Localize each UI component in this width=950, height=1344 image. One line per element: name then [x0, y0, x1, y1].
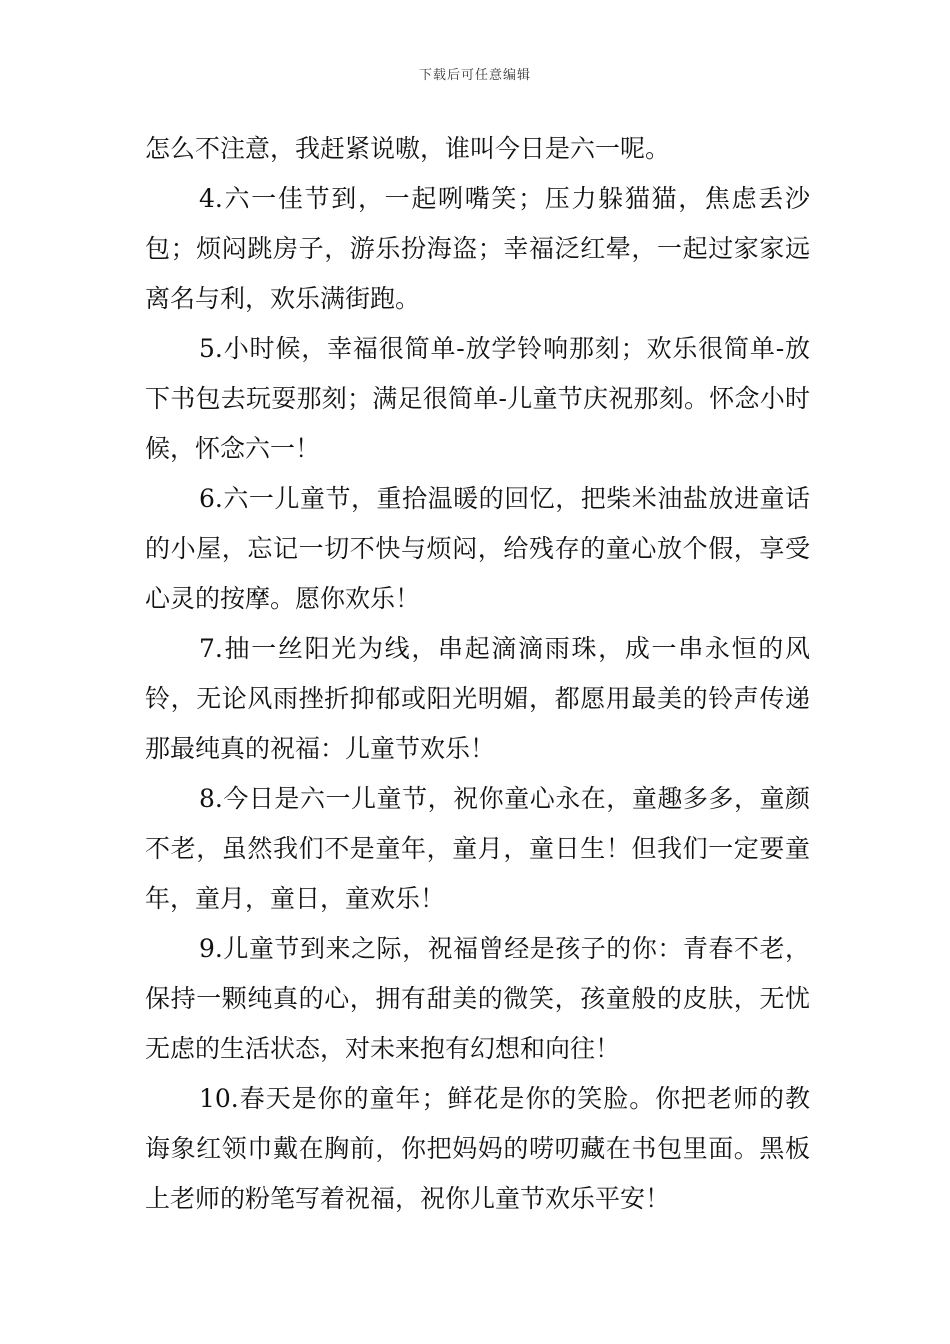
paragraph-item-7: 7.抽一丝阳光为线，串起滴滴雨珠，成一串永恒的风铃，无论风雨挫折抑郁或阳光明媚，都愿用最美的铃声传递那最纯真的祝福：儿童节欢乐！: [145, 634, 810, 763]
paragraph-item-6: 6.六一儿童节，重拾温暖的回忆，把柴米油盐放进童话的小屋，忘记一切不快与烦闷，给残存的童心放个假，享受心灵的按摩。愿你欢乐！: [145, 484, 810, 613]
paragraph-continuation: 怎么不注意，我赶紧说嗷，谁叫今日是六一呢。: [145, 134, 671, 163]
paragraph-item-10: 10.春天是你的童年；鲜花是你的笑脸。你把老师的教诲象红领巾戴在胸前，你把妈妈的唠叨藏在书包里面。黑板上老师的粉笔写着祝福，祝你儿童节欢乐平安！: [145, 1084, 810, 1213]
paragraph-item-4: 4.六一佳节到，一起咧嘴笑；压力躲猫猫，焦虑丢沙包；烦闷跳房子，游乐扮海盗；幸福泛红晕，一起过家家远离名与利，欢乐满街跑。: [145, 184, 810, 313]
paragraph-item-5: 5.小时候，幸福很简单-放学铃响那刻；欢乐很简单-放下书包去玩耍那刻；满足很简单-儿童节庆祝那刻。怀念小时候，怀念六一！: [145, 334, 810, 463]
paragraph-item-9: 9.儿童节到来之际，祝福曾经是孩子的你：青春不老，保持一颗纯真的心，拥有甜美的微笑，孩童般的皮肤，无忧无虑的生活状态，对未来抱有幻想和向往！: [145, 934, 810, 1063]
paragraph-item-8: 8.今日是六一儿童节，祝你童心永在，童趣多多，童颜不老，虽然我们不是童年，童月，童日生！但我们一定要童年，童月，童日，童欢乐！: [145, 784, 810, 913]
document-body: [145, 124, 810, 1224]
page-header: 下载后可任意编辑: [418, 68, 531, 83]
